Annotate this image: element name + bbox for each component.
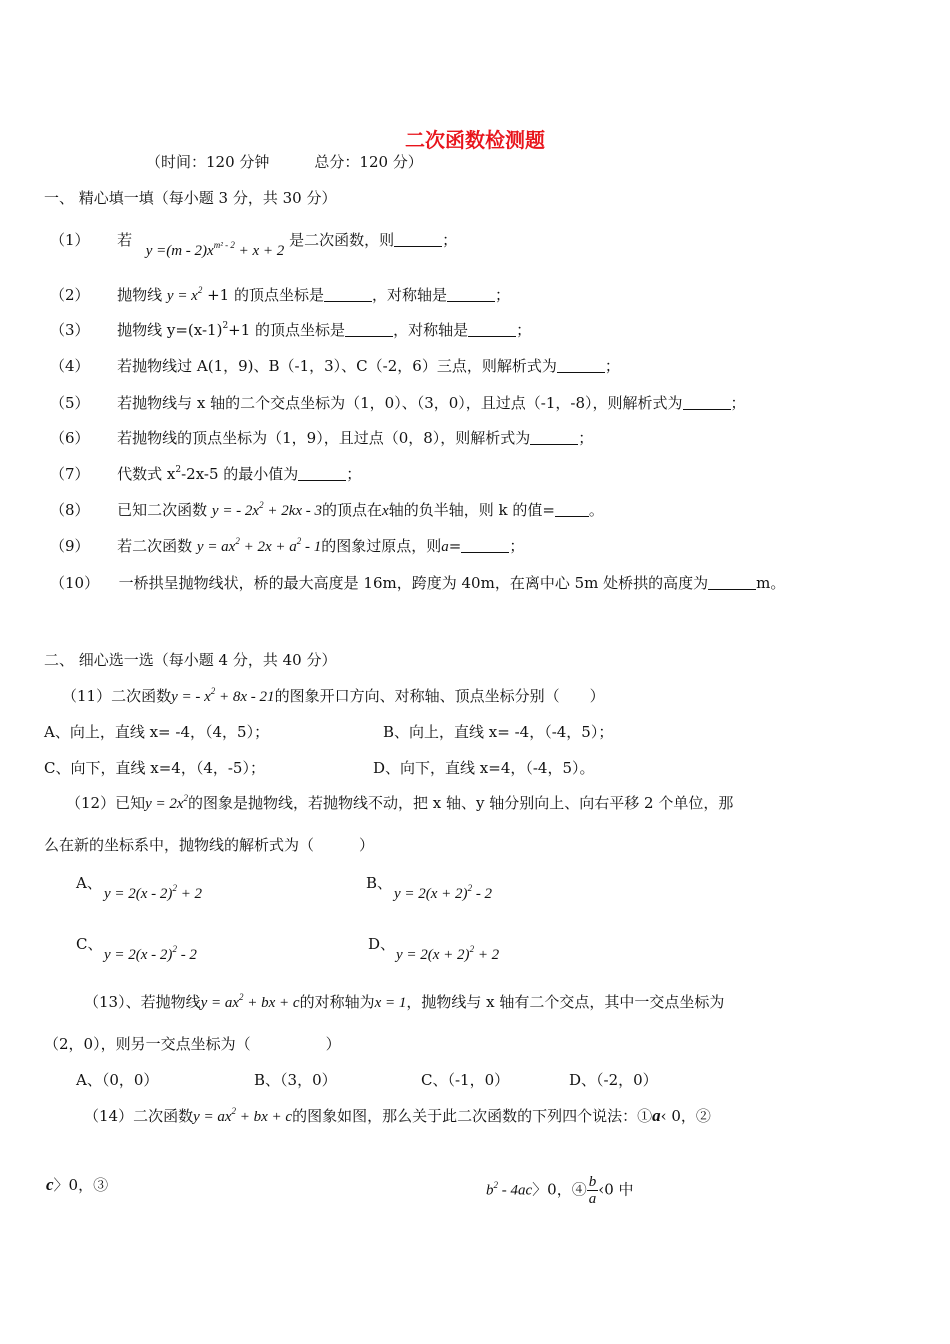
q14 [84,1106,711,1128]
q8-num: （8） [50,501,90,519]
q2-pre: 抛物线 [117,286,163,304]
q6 [50,428,593,448]
q12-line2: 么在新的坐标系中，抛物线的解析式为（ ） [44,836,375,854]
q9-num: （9） [50,537,90,555]
q12 [66,793,733,815]
q8-formula: y = - 2x [211,503,260,519]
q14-tail-formula: + bx + c [236,1109,293,1125]
q11-option-a[interactable]: A、向上，直线 x= -4，（4，5）； [44,723,270,741]
answer-blank[interactable] [324,287,372,302]
q1-post: 是二次函数，则 [289,231,395,249]
q1-num: （1） [50,231,90,249]
q14-disc-tail: - 4ac [498,1182,533,1199]
q8-post2: 轴的负半轴，则 k 的值= [388,501,555,519]
q12-pre: （12）已知 [66,794,146,812]
q6-num: （6） [50,429,90,447]
q14-lt0: ‹ 0，② [660,1107,711,1125]
q14-formula: y = ax [193,1109,232,1125]
q12-fd: y = 2(x + 2) [396,947,470,963]
q12-label-c[interactable]: C、 [76,935,103,953]
q14-a: a [652,1106,661,1125]
q9-post: 的图象过原点，则 [321,537,442,555]
q13-pre: （13）、若抛物线 [84,993,201,1011]
q12-option-d[interactable] [396,945,499,966]
q10-text: 一桥拱呈抛物线状，桥的最大高度是 16m，跨度为 40m，在离中心 5m 处桥拱的高度为 [118,574,709,592]
q12-fc: y = 2(x - 2) [104,947,173,963]
q7-text2: -2x-5 的最小值为 [181,465,299,483]
answer-blank[interactable] [530,430,578,445]
q2 [50,285,510,307]
q3-exp: 2 [222,321,229,331]
q14-pre: （14）二次函数 [84,1107,194,1125]
q14-fraction [587,1174,599,1207]
q12-fa: y = 2(x - 2) [104,886,173,902]
q1-pre: 若 [117,231,133,249]
q7-end: ； [346,465,362,483]
q12-fd-tail: + 2 [474,947,500,963]
q5-text: 若抛物线与 x 轴的二个交点坐标为（1，0）、（3，0），且过点（-1，-8），则解析式为 [117,394,683,412]
q14-line2-right [486,1174,634,1207]
q8-exp: 2 [259,500,264,510]
q13-option-a[interactable]: A、（0，0） [76,1071,159,1089]
q12-label-b[interactable]: B、 [366,874,393,892]
q14-disc-gt: 〉0，④ [532,1180,587,1199]
answer-blank[interactable] [461,538,509,553]
q8-tail-formula: + 2kx - 3 [263,503,323,519]
q8-end: 。 [588,501,604,519]
q12-exp-d: 2 [469,944,475,954]
q10-num: （10） [50,574,100,592]
q12-option-c[interactable] [104,945,197,966]
q13-post2: ，抛物线与 x 轴有二个交点，其中一交点坐标为 [406,993,725,1011]
q11-num: （11）二次函数 [62,687,172,705]
q2-formula: y = x [166,288,198,304]
q13-exp: 2 [239,992,244,1002]
q1-exp: m² - 2 [213,240,235,250]
q7-num: （7） [50,465,90,483]
q11-exp: 2 [210,686,216,696]
q4-end: ； [604,357,620,375]
q14-c: c [46,1175,54,1194]
q11 [62,686,605,708]
q14-disc: b [486,1182,494,1199]
q8-pre: 已知二次函数 [117,501,208,519]
q9-f2: + 2x + a [239,539,297,555]
q6-end: ； [578,429,594,447]
q9-exp2: 2 [296,536,302,546]
q9-end: ； [509,537,525,555]
q12-formula: y = 2x [145,796,184,812]
q4-text: 若抛物线过 A(1，9)、B（-1，3）、C（-2，6）三点，则解析式为 [117,357,557,375]
q3 [50,320,531,343]
q14-frac-den: a [588,1191,597,1207]
q2-num: （2） [50,286,90,304]
q9-var: a [441,539,449,555]
q12-fc-tail: - 2 [176,947,197,963]
q12-exp-a: 2 [172,883,177,893]
answer-blank[interactable] [708,575,756,590]
exam-meta: （时间：120 分钟 总分：120 分） [146,153,423,171]
page-title: 二次函数检测题 [405,128,545,152]
q12-fb-tail: - 2 [472,886,493,902]
q1-formula: y =(m - 2)x [145,243,214,259]
q3-text2: +1 的顶点坐标是 [228,321,346,339]
q9-pre: 若二次函数 [117,537,193,555]
q12-exp: 2 [183,793,189,803]
q5-num: （5） [50,394,90,412]
q14-post: 的图象如图，那么关于此二次函数的下列四个说法：① [292,1107,653,1125]
q8 [50,500,604,522]
q12-exp-c: 2 [172,944,177,954]
q2-end: ； [495,286,511,304]
q4 [50,356,620,376]
q11-option-b[interactable]: B、向上，直线 x= -4，（-4，5）； [383,723,614,741]
q13-option-b[interactable]: B、（3，0） [254,1071,337,1089]
q7-text1: 代数式 x [117,465,176,483]
q3-num: （3） [50,321,90,339]
answer-blank[interactable] [394,232,442,247]
q12-label-a[interactable]: A、 [76,874,102,892]
q11-option-d[interactable]: D、向下，直线 x=4，（-4，5）。 [373,759,595,777]
q1-tail-formula: + x + 2 [234,243,285,259]
q10-end: m。 [756,574,786,592]
q13-option-d[interactable]: D、（-2，0） [569,1071,658,1089]
section1-heading: 一、 精心填一填（每小题 3 分，共 30 分） [44,189,337,207]
q13-post1: 的对称轴为 [299,993,375,1011]
q11-option-c[interactable]: C、向下，直线 x=4，（4，-5）； [44,759,265,777]
q12-fa-tail: + 2 [176,886,203,902]
q12-option-a[interactable] [104,884,202,905]
q7 [50,464,361,487]
q11-post: 的图象开口方向、对称轴、顶点坐标分别（ ） [274,687,605,705]
q11-formula: y = - x [171,689,211,705]
q12-post: 的图象是抛物线，若抛物线不动，把 x 轴、y 轴分别向上、向右平移 2 个单位，那 [188,794,734,812]
answer-blank[interactable] [468,322,516,337]
q14-line2-left [46,1175,108,1195]
q8-var: x [382,503,389,519]
q13-line2: （2，0），则另一交点坐标为（ ） [44,1035,341,1053]
q8-post1: 的顶点在 [322,501,383,519]
q2-exp: 2 [197,285,203,295]
answer-blank[interactable] [345,322,393,337]
answer-blank[interactable] [555,502,589,517]
q14-lt0b: ‹0 中 [598,1180,634,1199]
q13 [84,992,724,1014]
q9-f3: - 1 [301,539,322,555]
q14-frac-num: b [588,1174,597,1190]
q5 [50,393,746,413]
q3-mid: ，对称轴是 [393,321,469,339]
q10 [50,573,785,593]
q9-eq: = [448,537,462,555]
q1 [50,230,458,259]
q13-option-c[interactable]: C、（-1，0） [421,1071,510,1089]
q12-label-d[interactable]: D、 [368,935,396,953]
q14-exp: 2 [231,1106,237,1116]
q3-text1: 抛物线 y=(x-1) [117,321,223,339]
q9 [50,536,524,558]
q13-f2: x = 1 [374,995,407,1011]
q13-tail-formula: + bx + c [243,995,300,1011]
q2-tail: +1 的顶点坐标是 [202,286,324,304]
q12-exp-b: 2 [467,883,473,893]
section2-heading: 二、 细心选一选（每小题 4 分，共 40 分） [44,651,337,669]
q14-gt0: 〉0，③ [53,1176,109,1194]
q9-formula: y = ax [196,539,236,555]
answer-blank[interactable] [447,287,495,302]
q11-tail-formula: + 8x - 21 [215,689,275,705]
q1-end: ； [442,231,458,249]
q13-formula: y = ax [200,995,240,1011]
q4-num: （4） [50,357,90,375]
answer-blank[interactable] [557,358,605,373]
q7-exp: 2 [175,465,182,475]
q14-disc-exp: 2 [493,1179,498,1190]
q2-mid: ，对称轴是 [372,286,448,304]
answer-blank[interactable] [298,466,346,481]
q6-text: 若抛物线的顶点坐标为（1，9），且过点（0，8），则解析式为 [117,429,531,447]
q12-option-b[interactable] [394,884,492,905]
answer-blank[interactable] [683,395,731,410]
q9-exp: 2 [235,536,240,546]
q5-end: ； [730,394,746,412]
q12-fb: y = 2(x + 2) [394,886,468,902]
q3-end: ； [516,321,532,339]
